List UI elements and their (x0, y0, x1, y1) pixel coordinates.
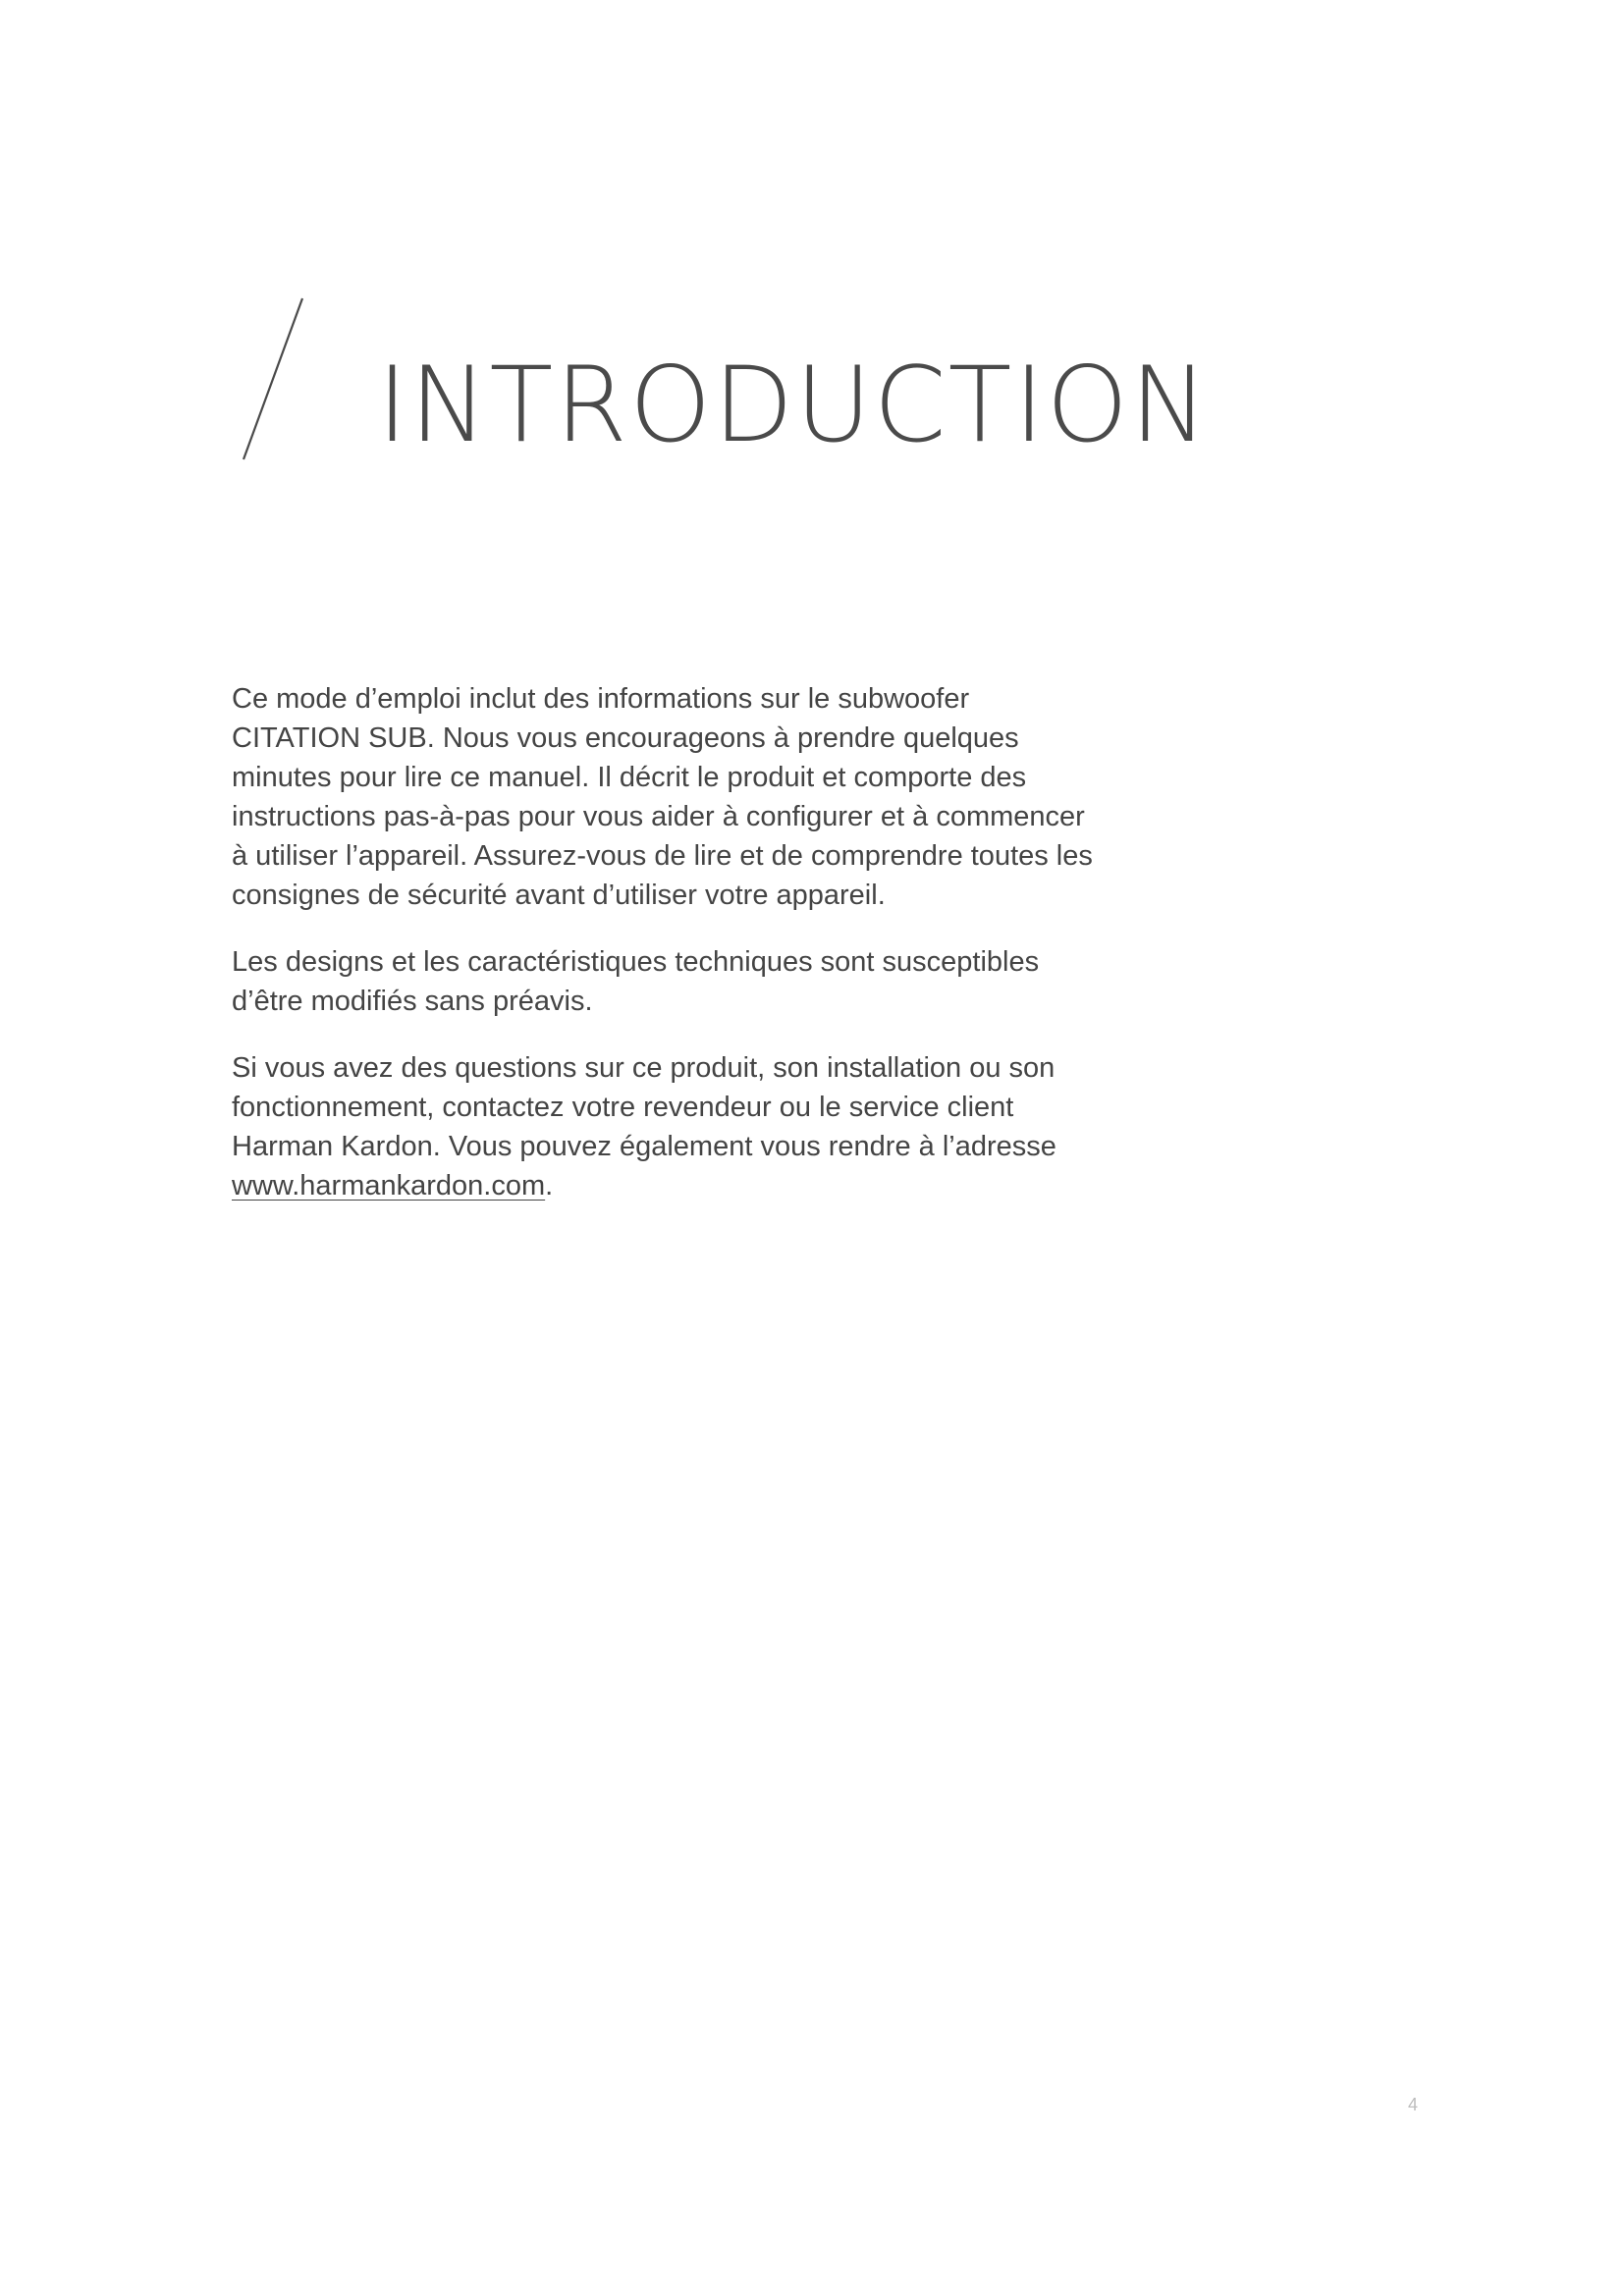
page-title: INTRODUCTION (377, 345, 1211, 465)
page-number: 4 (1408, 2095, 1419, 2114)
disclaimer-paragraph: Les designs et les caractéristiques techniques sont susceptibles d’être modifiés sans préavis. (232, 946, 1040, 1017)
body-text (232, 679, 1096, 1233)
website-link[interactable]: www.harmankardon.com (232, 1170, 546, 1201)
title-slash-icon (234, 296, 312, 461)
intro-paragraph: Ce mode d’emploi inclut des informations sur le subwoofer CITATION SUB. Nous vous encourageons à prendre quelques minutes pour lire ce manuel. Il décrit le produit et comporte des instructions pas-à-pas pour vous aider à configurer et à commencer à utiliser l’appareil. Assurez-vous de lire et de comprendre toutes les consignes de sécurité avant d’utiliser votre appareil. (232, 683, 1093, 911)
contact-paragraph (232, 1048, 1096, 1205)
contact-period: . (545, 1170, 554, 1201)
contact-text: Si vous avez des questions sur ce produit, son installation ou son fonctionnement, contactez votre revendeur ou le service client Harman Kardon. Vous pouvez également vous rendre à l’adresse (232, 1052, 1056, 1162)
